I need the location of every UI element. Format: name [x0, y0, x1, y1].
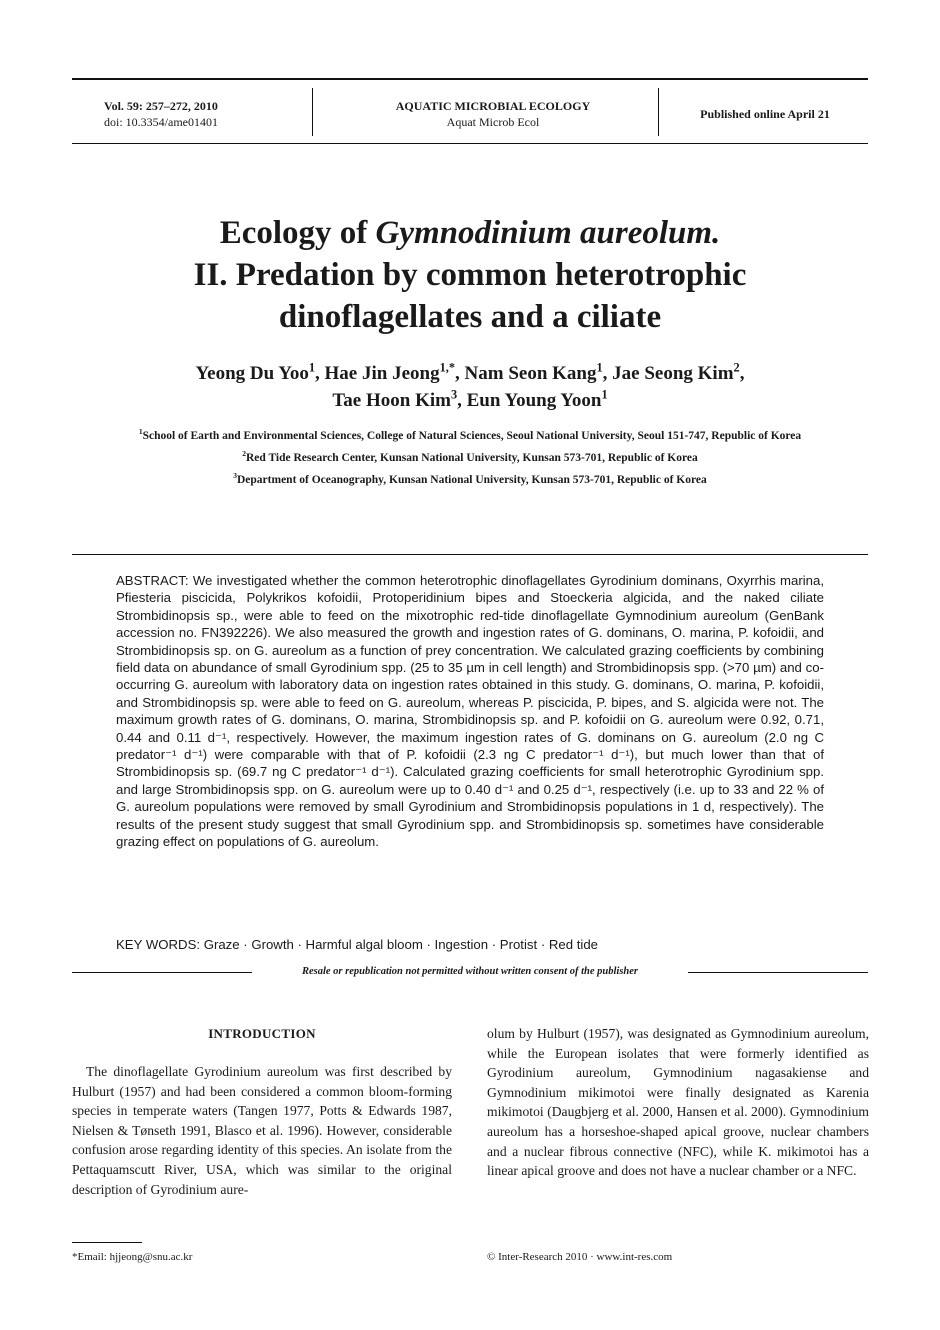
doi: doi: 10.3354/ame01401	[104, 115, 218, 129]
journal-info	[318, 98, 668, 130]
author-name: Nam Seon Kang	[464, 363, 597, 384]
author-separator: ,	[457, 390, 467, 411]
abstract-text: We investigated whether the common heterotrophic dinoflagellates Gyrodinium dominans, Oxyrrhis marina, Pfiesteria piscicida, Polykrikos kofoidii, Protoperidinium bipes and Stoeckeria algicida, and the naked ciliate Strombidinopsis sp., were able to feed on the mixotrophic red-tide dinoflagellate Gymnodinium aureolum (GenBank accession no. FN392226). We also measured the growth and ingestion rates of G. dominans, O. marina, P. kofoidii, and Strombidinopsis sp. on G. aureolum as a function of prey concentration. We calculated grazing coefficients by combining field data on abundance of small Gyrodinium spp. (25 to 35 µm in cell length) and Strombidinopsis spp. (>70 µm) and co-occurring G. aureolum with laboratory data on ingestion rates obtained in this study. G. dominans, O. marina, P. kofoidii, and Strombidinopsis sp. were able to feed on G. aureolum, whereas P. piscicida, P. bipes, and S. algicida were not. The maximum growth rates of G. dominans, O. marina, Strombidinopsis sp. and P. kofoidii on G. aureolum were 0.92, 0.71, 0.44 and 0.11 d⁻¹, respectively. However, the maximum ingestion rates of G. dominans on G. aureolum (2.0 ng C predator⁻¹ d⁻¹) were comparable with that of P. kofoidii (2.3 ng C predator⁻¹ d⁻¹), but much lower than that of Strombidinopsis sp. (69.7 ng C predator⁻¹ d⁻¹). Calculated grazing coefficients for small heterotrophic Gyrodinium spp. and large Strombidinopsis spp. on G. aureolum were up to 0.40 d⁻¹ and 0.25 d⁻¹, respectively (i.e. up to 33 and 22 % of G. aureolum populations were removed by small Gyrodinium and Strombidinopsis populations in 1 d, respectively). The results of the present study suggest that small Gyrodinium spp. and Strombidinopsis sp. sometimes have considerable grazing effect on populations of G. aureolum.	[116, 573, 824, 850]
journal-abbrev: Aquat Microb Ecol	[446, 115, 540, 129]
volume: Vol. 59: 257–272, 2010	[104, 99, 218, 113]
affiliation-item	[110, 472, 830, 488]
affiliation-text: Red Tide Research Center, Kunsan National University, Kunsan 573-701, Republic of Korea	[246, 452, 698, 464]
paper-title	[100, 212, 840, 338]
author-affil-sup: 1	[596, 360, 603, 375]
author-separator: ,	[602, 363, 613, 384]
author-affil-sup: 3	[450, 387, 458, 402]
abstract	[116, 572, 824, 851]
author-list	[100, 360, 840, 414]
resale-notice-bar	[72, 964, 868, 980]
title-line3: dinoflagellates and a ciliate	[278, 299, 662, 335]
header-top-rule	[72, 78, 868, 80]
keywords	[116, 936, 824, 954]
resale-notice: Resale or republication not permitted without written consent of the publisher	[298, 966, 642, 977]
header-bottom-rule	[72, 143, 868, 144]
abstract-label: ABSTRACT:	[116, 573, 189, 588]
keywords-text: Graze · Growth · Harmful algal bloom · Ingestion · Protist · Red tide	[200, 937, 598, 952]
author-name: Yeong Du Yoo	[195, 363, 309, 384]
affiliation-sup: 1	[138, 427, 143, 437]
affiliation-text: Department of Oceanography, Kunsan National University, Kunsan 573-701, Republic of Korea	[237, 474, 707, 486]
author-separator: ,	[455, 363, 465, 384]
affiliation-sup: 3	[233, 471, 237, 481]
corresponding-email: *Email: hjjeong@snu.ac.kr	[72, 1251, 193, 1263]
title-line2: II. Predation by common heterotrophic	[193, 257, 747, 293]
author-separator: ,	[739, 363, 745, 384]
affiliation-item	[110, 428, 830, 444]
keywords-label: KEY WORDS:	[116, 937, 201, 952]
author-name: Tae Hoon Kim	[332, 390, 451, 411]
affiliations	[110, 428, 830, 494]
copyright-notice: © Inter-Research 2010 · www.int-res.com	[487, 1251, 673, 1263]
footnote-rule	[72, 1242, 142, 1243]
author-affil-sup: 1,*	[439, 360, 456, 375]
affiliation-item	[110, 450, 830, 466]
affiliation-sup: 2	[242, 449, 246, 459]
volume-info	[104, 98, 304, 130]
abstract-top-rule	[72, 554, 868, 555]
intro-right-column: olum by Hulburt (1957), was designated as Gymnodinium aureolum, while the European isolates that were formerly identified as Gyrodinium aureolum, Gymnodinium nagasakiense and Gymnodinium mikimotoi were finally designated as Karenia mikimotoi (Daugbjerg et al. 2000, Hansen et al. 2000). Gymnodinium aureolum has a horseshoe-shaped apical groove, nuclear chambers and a nuclear fibrous connective (NFC), while K. mikimotoi has a linear apical groove and does not have a nuclear chamber or a NFC.	[487, 1026, 869, 1179]
affiliation-text: School of Earth and Environmental Sciences, College of Natural Sciences, Seoul National University, Seoul 151-747, Republic of Korea	[142, 430, 802, 442]
author-affil-sup: 2	[733, 360, 740, 375]
author-name: Jae Seong Kim	[612, 363, 734, 384]
section-heading-introduction: INTRODUCTION	[208, 1026, 316, 1041]
title-line1-prefix: Ecology of	[219, 215, 376, 251]
published-date: Published online April 21	[700, 107, 830, 121]
author-name: Hae Jin Jeong	[324, 363, 440, 384]
author-affil-sup: 1	[601, 387, 608, 402]
author-affil-sup: 1	[308, 360, 316, 375]
author-separator: ,	[315, 363, 325, 384]
journal-name: AQUATIC MICROBIAL ECOLOGY	[395, 99, 591, 113]
intro-left-column: The dinoflagellate Gyrodinium aureolum was first described by Hulburt (1957) and had been considered a common bloom-forming species in temperate waters (Tangen 1977, Potts & Edwards 1987, Nielsen & Tønseth 1991, Blasco et al. 1996). However, considerable confusion arose regarding identity of this species. An isolate from the Pettaquamscutt River, USA, which was similar to the original description of Gyrodinium aure-	[72, 1064, 452, 1197]
header-divider-left	[312, 88, 313, 136]
author-name: Eun Young Yoon	[466, 390, 602, 411]
title-line1-species: Gymnodinium aureolum.	[375, 215, 721, 251]
